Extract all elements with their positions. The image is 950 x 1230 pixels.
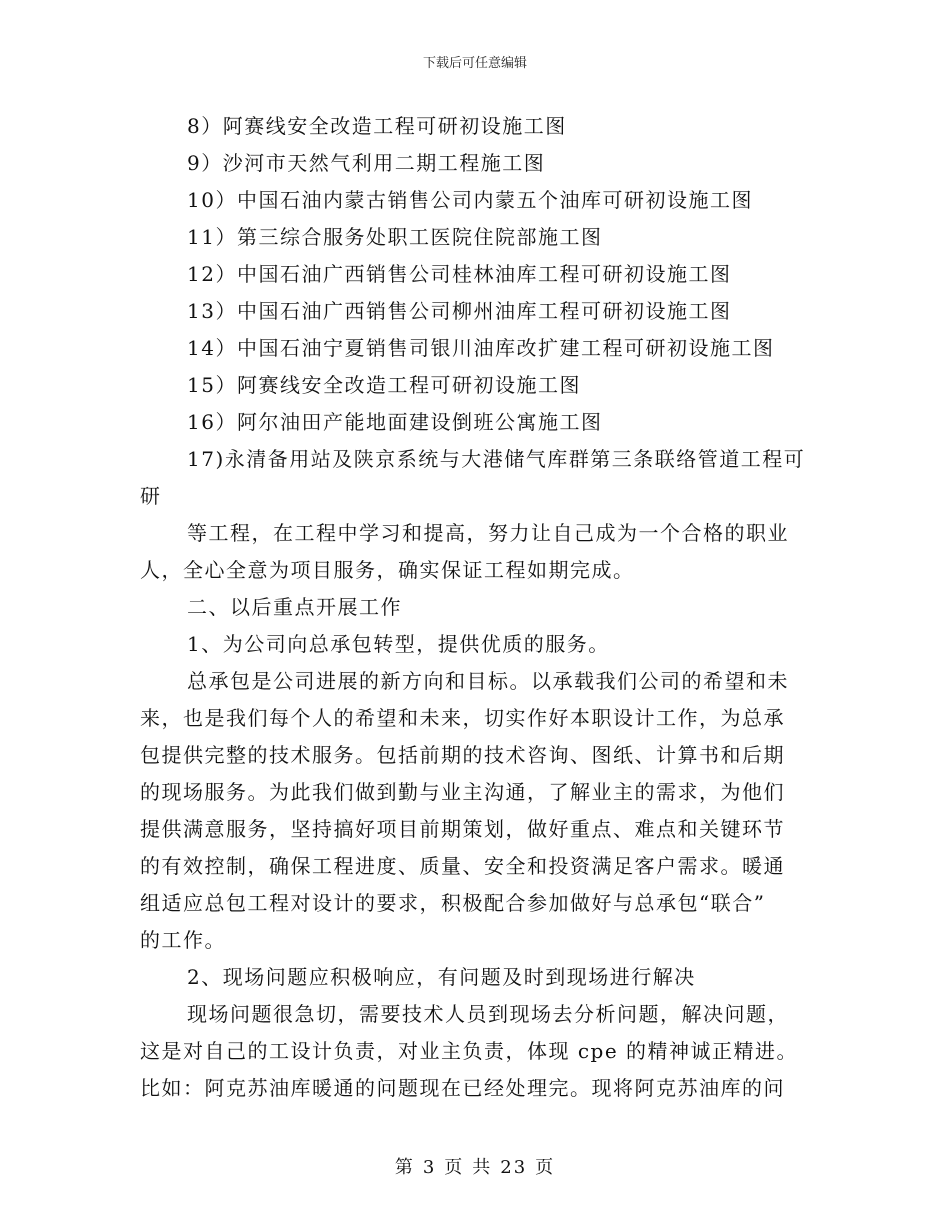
footer-page-total: 23 (500, 1157, 528, 1178)
text-line: 提供满意服务，坚持搞好项目前期策划，做好重点、难点和关键环节 (140, 817, 785, 841)
subsection-heading: 2、现场问题应积极响应，有问题及时到现场进行解决 (187, 965, 696, 989)
footer-page-current: 3 (422, 1157, 437, 1178)
text-line: 13）中国石油广西销售公司柳州油库工程可研初设施工图 (187, 299, 732, 323)
subsection-heading: 1、为公司向总承包转型，提供优质的服务。 (187, 632, 610, 656)
page-header (0, 52, 950, 71)
text-line: 9）沙河市天然气利用二期工程施工图 (187, 151, 546, 175)
text-line: 17)永清备用站及陕京系统与大港储气库群第三条联络管道工程可 (187, 447, 806, 471)
text-line: 这是对自己的工设计负责，对业主负责，体现 cpe 的精神诚正精进。 (140, 1039, 799, 1063)
document-body (140, 108, 806, 1107)
section-heading: 二、以后重点开展工作 (187, 595, 402, 619)
text-line: 的有效控制，确保工程进度、质量、安全和投资满足客户需求。暖通 (140, 854, 785, 878)
text-line: 16）阿尔油田产能地面建设倒班公寓施工图 (187, 410, 603, 434)
footer-page-label: 第 (394, 1157, 415, 1178)
header-text: 下载后可任意编辑 (422, 56, 527, 71)
text-line: 10）中国石油内蒙古销售公司内蒙五个油库可研初设施工图 (187, 188, 753, 212)
text-line: 的工作。 (140, 928, 226, 952)
text-line: 11）第三综合服务处职工医院住院部施工图 (187, 225, 603, 249)
text-line: 12）中国石油广西销售公司桂林油库工程可研初设施工图 (187, 262, 732, 286)
footer-page-unit: 页 (444, 1157, 465, 1178)
text-line: 包提供完整的技术服务。包括前期的技术咨询、图纸、计算书和后期 (140, 743, 785, 767)
text-line: 来，也是我们每个人的希望和未来，切实作好本职设计工作，为总承 (140, 706, 785, 730)
text-line: 等工程，在工程中学习和提高，努力让自己成为一个合格的职业 (187, 521, 789, 545)
text-line: 的现场服务。为此我们做到勤与业主沟通，了解业主的需求，为他们 (140, 780, 785, 804)
footer-total-unit: 页 (535, 1157, 556, 1178)
text-line: 组适应总包工程对设计的要求，积极配合参加做好与总承包“联合” (140, 891, 766, 915)
text-line: 比如：阿克苏油库暖通的问题现在已经处理完。现将阿克苏油库的问 (140, 1076, 785, 1100)
text-line: 总承包是公司进展的新方向和目标。以承载我们公司的希望和未 (187, 669, 789, 693)
text-line: 15）阿赛线安全改造工程可研初设施工图 (187, 373, 581, 397)
text-line: 14）中国石油宁夏销售司银川油库改扩建工程可研初设施工图 (187, 336, 775, 360)
text-line: 8）阿赛线安全改造工程可研初设施工图 (187, 114, 567, 138)
text-line: 现场问题很急切，需要技术人员到现场去分析问题，解决问题， (187, 1002, 789, 1026)
page-footer (0, 1153, 950, 1179)
footer-total-label: 共 (472, 1157, 493, 1178)
text-line: 研 (140, 484, 162, 508)
text-line: 人，全心全意为项目服务，确实保证工程如期完成。 (140, 558, 635, 582)
